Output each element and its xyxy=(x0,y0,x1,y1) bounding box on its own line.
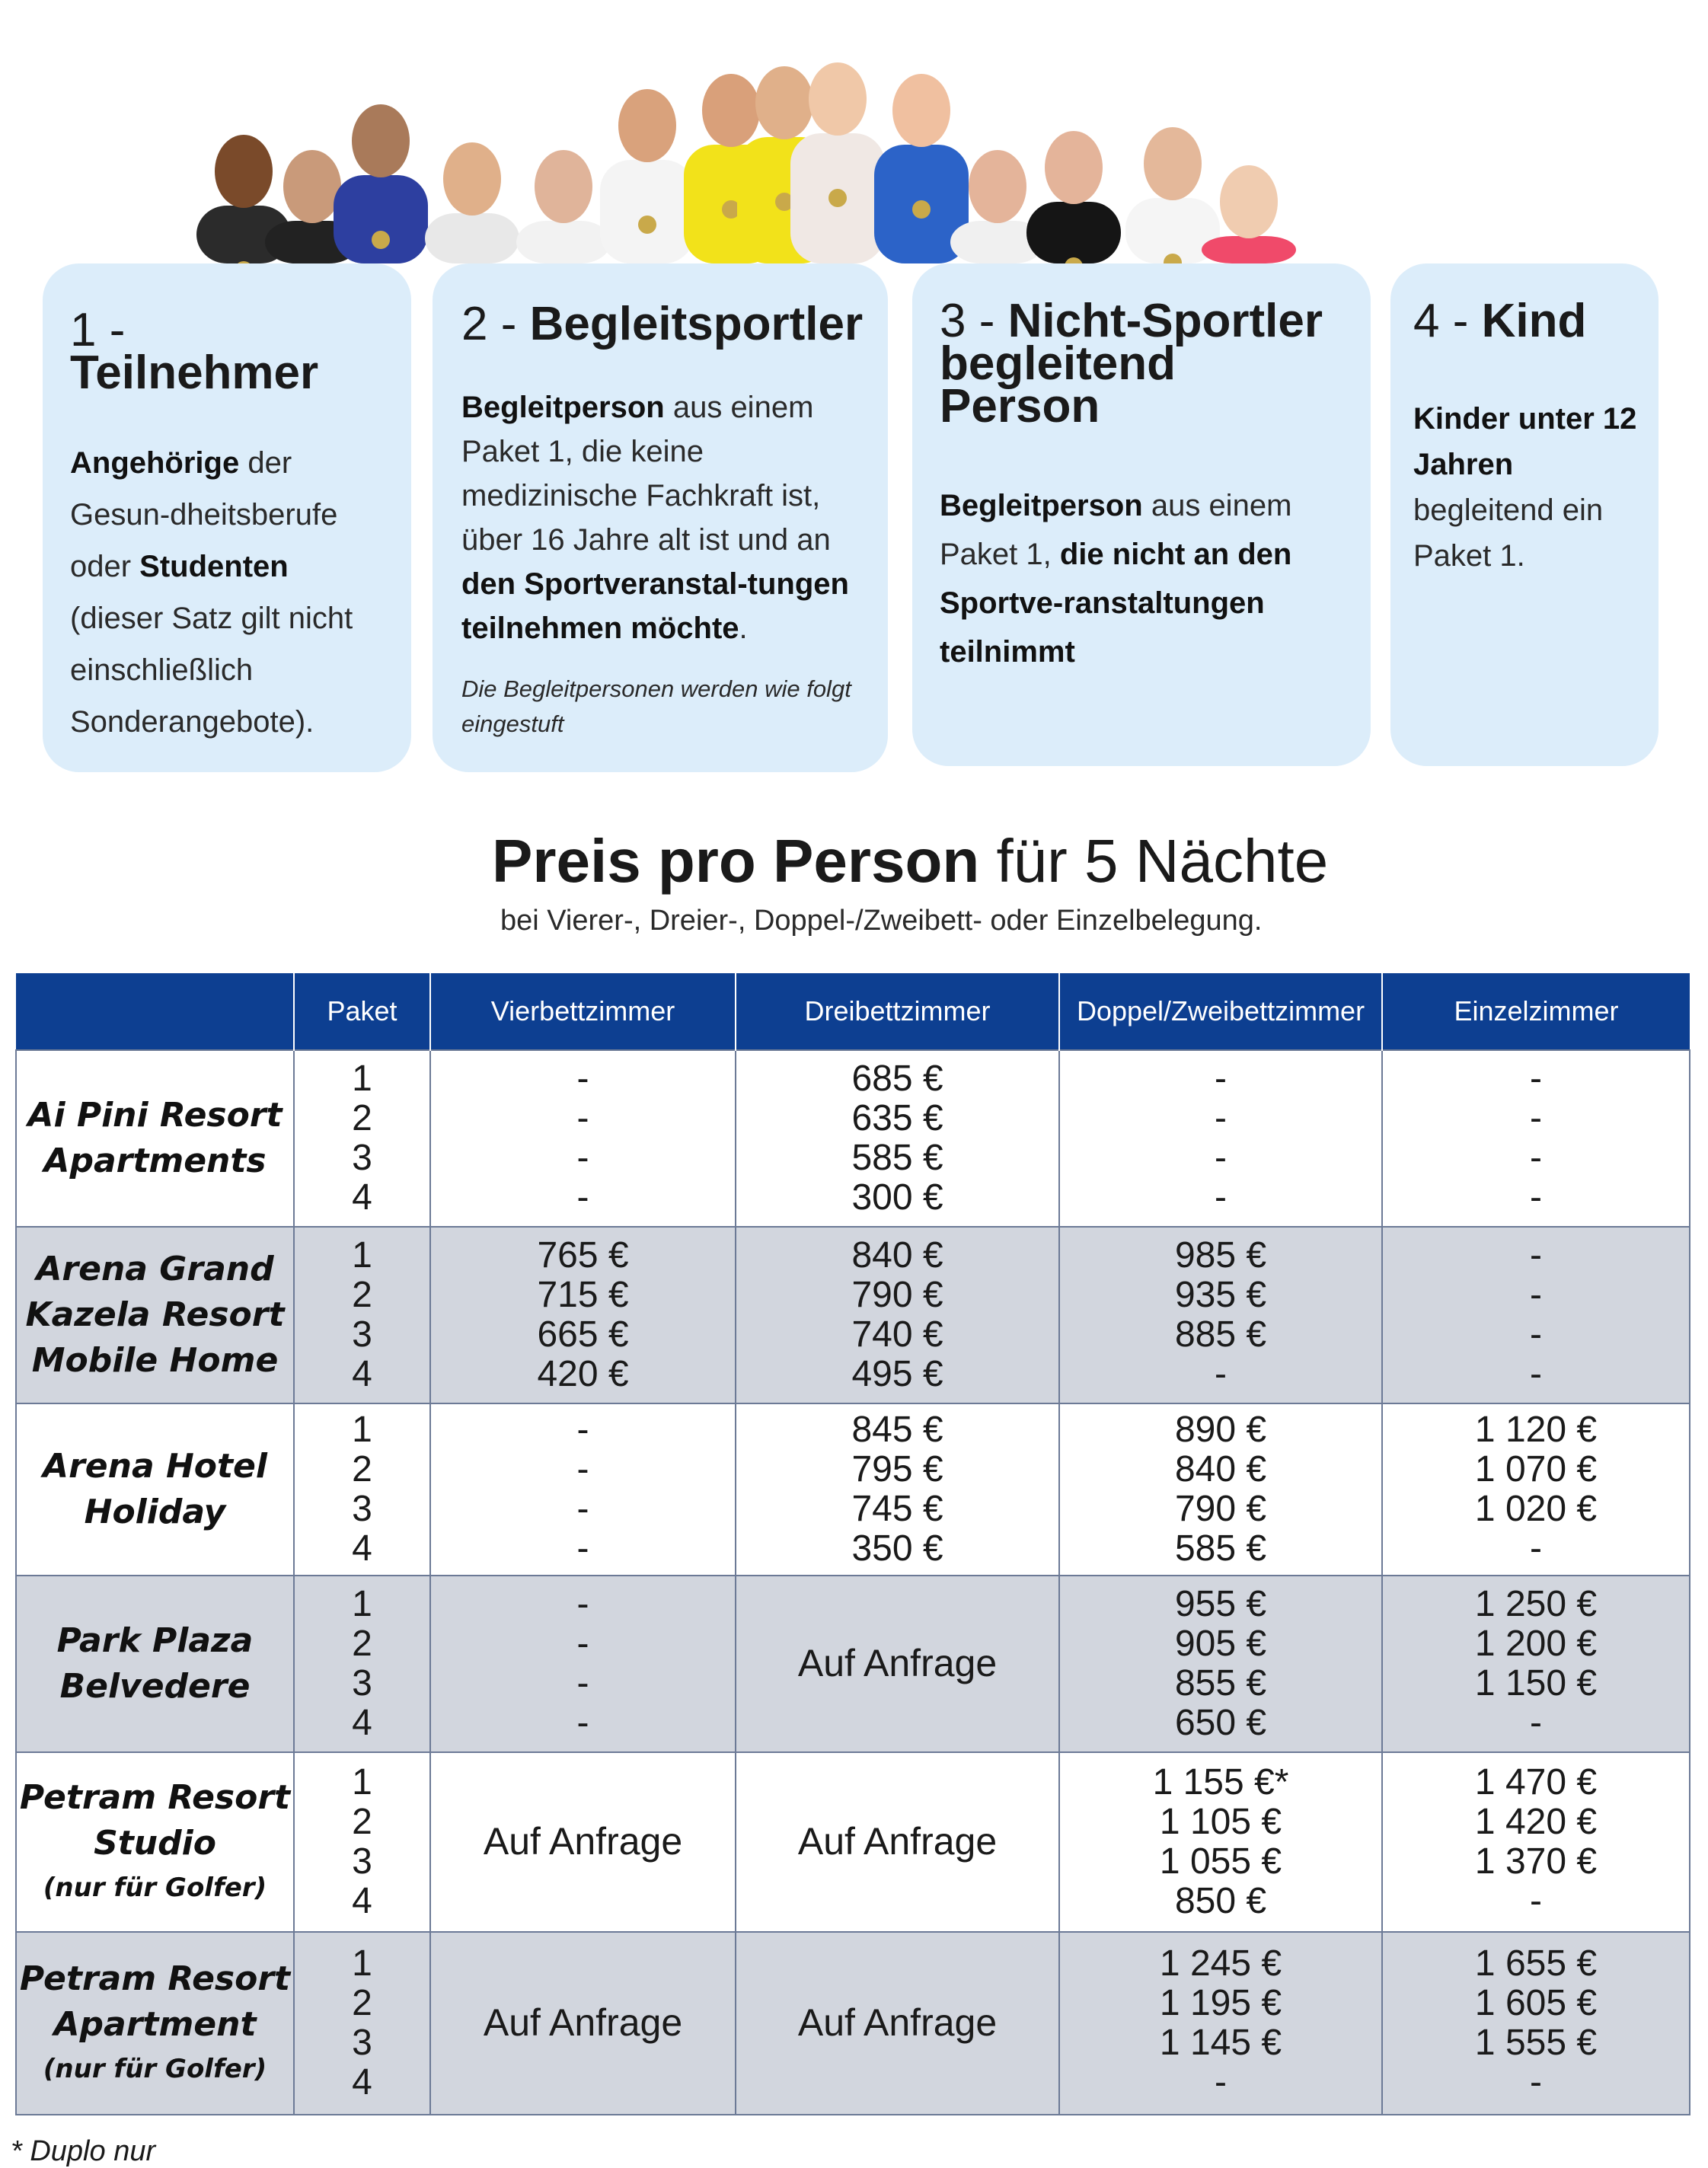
price-value: 855 € xyxy=(1174,1663,1267,1703)
column-header: Dreibettzimmer xyxy=(736,973,1059,1050)
price-value: 840 € xyxy=(1174,1449,1267,1490)
column-header xyxy=(16,973,294,1050)
person-head xyxy=(702,74,760,147)
price-cell-doppel xyxy=(1059,1932,1382,2115)
package-number: 1 xyxy=(352,1235,372,1276)
price-value: 1 245 € xyxy=(1159,1943,1282,1984)
price-value: - xyxy=(576,1489,589,1529)
price-cell-vier xyxy=(430,1227,736,1403)
price-value: - xyxy=(1530,1528,1542,1569)
hotel-note: (nur für Golfer) xyxy=(43,2054,267,2084)
card-title: 1 - Teilnehmer xyxy=(70,304,319,399)
column-header: Doppel/Zweibettzimmer xyxy=(1059,973,1382,1050)
price-cell-doppel xyxy=(1059,1050,1382,1227)
package-cell xyxy=(294,1752,430,1932)
price-value: 885 € xyxy=(1174,1314,1267,1355)
card-description: Angehörige der Gesun-dheitsberufe oder Studenten (dieser Satz gilt nicht einschließlich Sonderangebote). xyxy=(70,446,353,739)
price-value: 840 € xyxy=(851,1235,943,1276)
price-value: 745 € xyxy=(851,1489,943,1529)
table-row xyxy=(16,1050,1690,1227)
price-value: 935 € xyxy=(1174,1275,1267,1315)
price-value: 1 605 € xyxy=(1474,1983,1598,2023)
price-value: 715 € xyxy=(537,1275,629,1315)
price-cell-doppel xyxy=(1059,1403,1382,1576)
price-cell-doppel xyxy=(1059,1576,1382,1752)
price-value: 635 € xyxy=(851,1098,943,1138)
category-card-kind xyxy=(1390,263,1659,766)
price-value: 740 € xyxy=(851,1314,943,1355)
price-value: 665 € xyxy=(537,1314,629,1355)
card-title: 3 - Nicht-Sportler begleitend Person xyxy=(940,295,1323,433)
table-row xyxy=(16,1227,1690,1403)
price-cell-einzel xyxy=(1382,1752,1690,1932)
price-value: 1 470 € xyxy=(1474,1762,1598,1802)
price-value: 795 € xyxy=(851,1449,943,1490)
package-number: 4 xyxy=(352,1354,372,1394)
price-value: - xyxy=(1530,1235,1542,1276)
price-value: 890 € xyxy=(1174,1410,1267,1450)
price-value: - xyxy=(1530,1177,1542,1218)
price-cell-vier xyxy=(430,1752,736,1932)
price-value: 1 155 €* xyxy=(1152,1762,1289,1802)
price-value: 585 € xyxy=(1174,1528,1267,1569)
card-description: Begleitperson aus einem Paket 1, die keine medizinische Fachkraft ist, über 16 Jahre alt ist und an den Sportveranstal-tungen teilnehmen möchte. xyxy=(461,391,849,645)
price-value: 1 555 € xyxy=(1474,2023,1598,2063)
column-header: Einzelzimmer xyxy=(1382,973,1690,1050)
price-value: - xyxy=(1215,1058,1227,1099)
price-cell-einzel xyxy=(1382,1227,1690,1403)
person-body xyxy=(1202,236,1296,263)
team-photo xyxy=(152,23,1538,263)
price-value: 1 150 € xyxy=(1474,1663,1598,1703)
price-cell-doppel xyxy=(1059,1227,1382,1403)
person-head xyxy=(535,150,592,223)
price-value: - xyxy=(576,1177,589,1218)
package-number: 4 xyxy=(352,1177,372,1218)
price-value: - xyxy=(1530,1275,1542,1315)
price-cell-drei xyxy=(736,1576,1059,1752)
package-cell xyxy=(294,1403,430,1576)
price-value: - xyxy=(1530,1138,1542,1178)
price-value: 765 € xyxy=(537,1235,629,1276)
package-number: 3 xyxy=(352,1489,372,1529)
price-value: - xyxy=(576,1663,589,1703)
price-cell-vier xyxy=(430,1576,736,1752)
package-number: 4 xyxy=(352,1703,372,1743)
price-heading: Preis pro Person für 5 Nächte xyxy=(492,827,1329,895)
price-value: - xyxy=(576,1058,589,1099)
on-request-label: Auf Anfrage xyxy=(797,1642,998,1684)
package-number: 3 xyxy=(352,2023,372,2063)
price-value: - xyxy=(1530,1881,1542,1921)
medal-icon xyxy=(638,216,656,234)
price-value: 495 € xyxy=(851,1354,943,1394)
person-head xyxy=(755,66,813,139)
price-value: 585 € xyxy=(851,1138,943,1178)
price-value: 350 € xyxy=(851,1528,943,1569)
price-cell-vier xyxy=(430,1050,736,1227)
price-subheading: bei Vierer-, Dreier-, Doppel-/Zweibett- oder Einzelbelegung. xyxy=(500,905,1263,937)
person-body xyxy=(1026,202,1121,263)
price-value: - xyxy=(1215,1138,1227,1178)
person-body xyxy=(516,221,611,263)
medal-icon xyxy=(372,231,390,249)
person-head xyxy=(283,150,341,223)
price-value: - xyxy=(1530,2062,1542,2103)
person-head xyxy=(618,89,676,162)
package-number: 2 xyxy=(352,1275,372,1315)
person-head xyxy=(969,150,1026,223)
person-head xyxy=(352,104,410,177)
package-number: 1 xyxy=(352,1584,372,1624)
table-row xyxy=(16,1752,1690,1932)
price-value: - xyxy=(1530,1354,1542,1394)
package-number: 1 xyxy=(352,1943,372,1984)
person-body xyxy=(425,213,519,263)
price-value: 1 055 € xyxy=(1159,1841,1282,1882)
price-value: 985 € xyxy=(1174,1235,1267,1276)
price-value: - xyxy=(576,1449,589,1490)
package-number: 3 xyxy=(352,1314,372,1355)
hotel-name: Arena Hotel Holiday xyxy=(16,1403,294,1576)
category-card-begleitsportler xyxy=(433,263,888,772)
price-value: 300 € xyxy=(851,1177,943,1218)
package-number: 1 xyxy=(352,1058,372,1099)
price-value: 905 € xyxy=(1174,1624,1267,1664)
package-cell xyxy=(294,1050,430,1227)
price-value: - xyxy=(576,1624,589,1664)
price-cell-drei xyxy=(736,1932,1059,2115)
price-value: 1 250 € xyxy=(1474,1584,1598,1624)
price-value: - xyxy=(1215,1354,1227,1394)
person-head xyxy=(892,74,950,147)
package-number: 2 xyxy=(352,1449,372,1490)
person-body xyxy=(334,175,428,263)
package-number: 3 xyxy=(352,1663,372,1703)
hotel-note: (nur für Golfer) xyxy=(43,1873,267,1903)
price-value: - xyxy=(576,1528,589,1569)
price-cell-drei xyxy=(736,1403,1059,1576)
person-head xyxy=(443,142,501,216)
price-cell-einzel xyxy=(1382,1050,1690,1227)
price-value: 1 200 € xyxy=(1474,1624,1598,1664)
hotel-name: Petram Resort Studio (nur für Golfer) xyxy=(16,1752,294,1932)
package-number: 2 xyxy=(352,1983,372,2023)
medal-icon xyxy=(828,189,847,207)
package-cell xyxy=(294,1576,430,1752)
price-value: 1 370 € xyxy=(1474,1841,1598,1882)
person-head xyxy=(1045,131,1103,204)
package-number: 1 xyxy=(352,1762,372,1802)
table-row xyxy=(16,1403,1690,1576)
price-value: - xyxy=(1530,1314,1542,1355)
price-value: 685 € xyxy=(851,1058,943,1099)
price-value: - xyxy=(1530,1098,1542,1138)
hotel-name: Arena Grand Kazela Resort Mobile Home xyxy=(16,1227,294,1403)
price-value: - xyxy=(576,1584,589,1624)
package-number: 1 xyxy=(352,1410,372,1450)
price-value: - xyxy=(576,1410,589,1450)
package-cell xyxy=(294,1227,430,1403)
table-row xyxy=(16,1576,1690,1752)
person-body xyxy=(600,160,694,263)
price-cell-doppel xyxy=(1059,1752,1382,1932)
price-cell-vier xyxy=(430,1932,736,2115)
person-head xyxy=(809,62,867,136)
price-cell-drei xyxy=(736,1752,1059,1932)
person-head xyxy=(1220,165,1278,238)
price-value: 955 € xyxy=(1174,1584,1267,1624)
price-value: 1 070 € xyxy=(1474,1449,1598,1490)
on-request-label: Auf Anfrage xyxy=(483,1820,683,1863)
price-value: 1 195 € xyxy=(1159,1983,1282,2023)
package-number: 2 xyxy=(352,1098,372,1138)
price-cell-einzel xyxy=(1382,1403,1690,1576)
price-value: - xyxy=(1530,1703,1542,1743)
package-number: 4 xyxy=(352,1881,372,1921)
price-value: - xyxy=(576,1098,589,1138)
price-value: 1 655 € xyxy=(1474,1943,1598,1984)
price-value: - xyxy=(1215,2062,1227,2103)
column-header: Vierbettzimmer xyxy=(430,973,736,1050)
table-header-row xyxy=(16,973,1690,1050)
price-value: 420 € xyxy=(537,1354,629,1394)
on-request-label: Auf Anfrage xyxy=(797,2001,998,2044)
price-cell-einzel xyxy=(1382,1932,1690,2115)
package-number: 2 xyxy=(352,1802,372,1842)
card-title: 2 - Begleitsportler xyxy=(461,298,864,350)
price-cell-drei xyxy=(736,1227,1059,1403)
person-head xyxy=(1144,127,1202,200)
price-value: 850 € xyxy=(1174,1881,1267,1921)
package-cell xyxy=(294,1932,430,2115)
price-value: - xyxy=(1215,1177,1227,1218)
price-value: - xyxy=(1215,1098,1227,1138)
hotel-name: Petram Resort Apartment (nur für Golfer) xyxy=(16,1932,294,2115)
package-number: 3 xyxy=(352,1138,372,1178)
price-value: 790 € xyxy=(1174,1489,1267,1529)
price-value: 1 020 € xyxy=(1474,1489,1598,1529)
price-value: 1 145 € xyxy=(1159,2023,1282,2063)
package-number: 4 xyxy=(352,1528,372,1569)
price-value: 1 120 € xyxy=(1474,1410,1598,1450)
price-value: - xyxy=(576,1138,589,1178)
price-value: 1 420 € xyxy=(1474,1802,1598,1842)
price-cell-einzel xyxy=(1382,1576,1690,1752)
price-value: 845 € xyxy=(851,1410,943,1450)
footnote: * Duplo nur xyxy=(11,2135,156,2167)
price-value: 1 105 € xyxy=(1159,1802,1282,1842)
category-card-teilnehmer xyxy=(43,263,411,772)
card-description: Kinder unter 12 Jahren begleitend ein Paket 1. xyxy=(1413,402,1637,573)
price-value: 790 € xyxy=(851,1275,943,1315)
price-table xyxy=(15,973,1690,2115)
column-header: Paket xyxy=(294,973,430,1050)
price-value: 650 € xyxy=(1174,1703,1267,1743)
price-cell-drei xyxy=(736,1050,1059,1227)
on-request-label: Auf Anfrage xyxy=(797,1820,998,1863)
table-row xyxy=(16,1932,1690,2115)
medal-icon xyxy=(912,200,931,219)
person-head xyxy=(215,135,273,208)
price-value: - xyxy=(576,1703,589,1743)
card-title: 4 - Kind xyxy=(1413,295,1587,347)
package-number: 4 xyxy=(352,2062,372,2103)
category-card-nicht-sportler xyxy=(912,263,1371,766)
card-description: Begleitperson aus einem Paket 1, die nicht an den Sportve-ranstaltungen teilnimmt xyxy=(940,489,1292,669)
package-number: 2 xyxy=(352,1624,372,1664)
card-note: Die Begleitpersonen werden wie folgt eingestuft xyxy=(461,675,851,737)
hotel-name: Ai Pini Resort Apartments xyxy=(16,1050,294,1227)
package-number: 3 xyxy=(352,1841,372,1882)
on-request-label: Auf Anfrage xyxy=(483,2001,683,2044)
price-value: - xyxy=(1530,1058,1542,1099)
hotel-name: Park Plaza Belvedere xyxy=(16,1576,294,1752)
price-cell-vier xyxy=(430,1403,736,1576)
